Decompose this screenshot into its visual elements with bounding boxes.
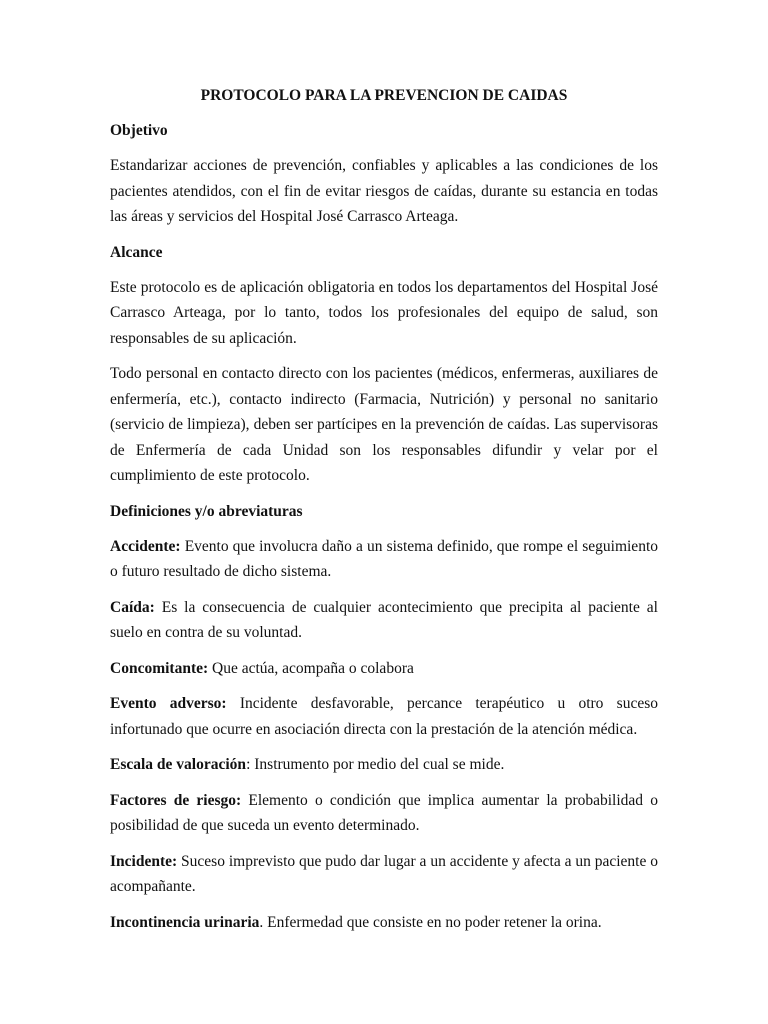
document-content bbox=[110, 83, 658, 945]
definition-item bbox=[110, 534, 658, 585]
definition-text: . Enfermedad que consiste en no poder retener la orina. bbox=[259, 913, 602, 931]
definition-term: Incidente: bbox=[110, 852, 178, 870]
definition-text: Incidente desfavorable, percance terapéutico u otro suceso infortunado que ocurre en asociación directa con la prestación de la atención médica. bbox=[110, 695, 658, 738]
definition-term: Factores de riesgo: bbox=[110, 791, 242, 809]
document-title: PROTOCOLO PARA LA PREVENCION DE CAIDAS bbox=[200, 87, 568, 104]
definition-text: Es la consecuencia de cualquier acontecimiento que precipita al paciente al suelo en contra de su voluntad. bbox=[110, 598, 658, 641]
definition-term: Accidente: bbox=[110, 537, 181, 555]
definition-text: Elemento o condición que implica aumentar la probabilidad o posibilidad de que suceda un evento determinado. bbox=[110, 791, 658, 834]
section-heading-definiciones: Definiciones y/o abreviaturas bbox=[110, 502, 303, 520]
definition-text: Suceso imprevisto que pudo dar lugar a un accidente y afecta a un paciente o acompañante. bbox=[110, 852, 658, 895]
section-heading-alcance: Alcance bbox=[110, 243, 163, 261]
definition-text: Que actúa, acompaña o colabora bbox=[208, 659, 414, 677]
definition-item bbox=[110, 656, 658, 682]
definition-item bbox=[110, 849, 658, 900]
definition-item bbox=[110, 595, 658, 646]
definition-text: Evento que involucra daño a un sistema definido, que rompe el seguimiento o futuro resultado de dicho sistema. bbox=[110, 537, 658, 580]
definition-term: Escala de valoración bbox=[110, 756, 247, 773]
alcance-paragraph-2: Todo personal en contacto directo con los pacientes (médicos, enfermeras, auxiliares de enfermería, etc.), contacto indirecto (Farmacia, Nutrición) y personal no sanitario (servicio de limpieza), deben ser partícipes en la prevención de caídas. Las supervisoras de Enfermería de cada Unidad son los responsables difundir y velar por el cumplimiento de este protocolo. bbox=[110, 365, 658, 484]
objetivo-paragraph: Estandarizar acciones de prevención, confiables y aplicables a las condiciones de los pacientes atendidos, con el fin de evitar riesgos de caídas, durante su estancia en todas las áreas y servicios del Hospital José Carrasco Arteaga. bbox=[110, 157, 658, 225]
definition-item bbox=[110, 788, 658, 839]
section-heading-objetivo: Objetivo bbox=[110, 122, 168, 139]
definition-term: Concomitante: bbox=[110, 659, 209, 677]
alcance-paragraph-1: Este protocolo es de aplicación obligatoria en todos los departamentos del Hospital José Carrasco Arteaga, por lo tanto, todos los profesionales del equipo de salud, son responsables de su aplicación. bbox=[110, 278, 658, 347]
definition-term: Incontinencia urinaria bbox=[110, 913, 260, 931]
definition-term: Caída: bbox=[110, 598, 155, 616]
definition-text: : Instrumento por medio del cual se mide. bbox=[246, 756, 505, 773]
definition-item bbox=[110, 691, 658, 742]
definition-item bbox=[110, 752, 658, 778]
definition-term: Evento adverso: bbox=[110, 695, 227, 712]
definition-item bbox=[110, 910, 658, 936]
